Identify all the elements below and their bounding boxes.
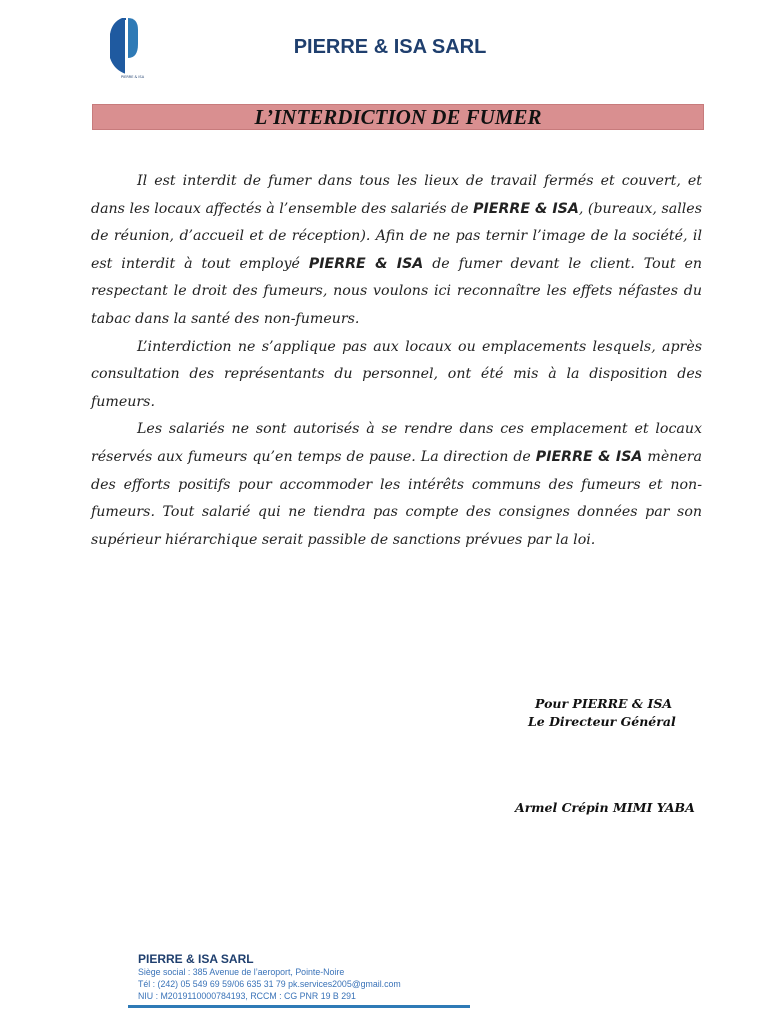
footer-divider [128,1005,470,1008]
footer-company: PIERRE & ISA SARL [138,952,254,966]
page-header-title: PIERRE & ISA SARL [293,36,487,58]
footer-address: Siège social : 385 Avenue de l’aeroport, Pointe-Noire [138,967,345,977]
signature-role: Le Directeur Général [528,714,676,729]
document-title-band [92,104,704,130]
signature-pour: Pour PIERRE & ISA [535,696,673,711]
paragraph-2: L’interdiction ne s’applique pas aux locaux ou emplacements lesquels, après consultation des représentants du personnel, ont été mis à la disposition des fumeurs. [91,338,702,410]
footer-registration: NIU : M2019110000784193, RCCM : CG PNR 19 B 291 [138,991,356,1001]
footer-contact: Tél : (242) 05 549 69 59/06 635 31 79 pk.services2005@gmail.com [138,979,401,989]
paragraph-1: Il est interdit de fumer dans tous les lieux de travail fermés et couvert, et dans les locaux affectés à l’ensemble des salariés de PIERRE & ISA, (bureaux, salles de réunion, d’accueil et de réception). Afin de ne pas ternir l’image de la société, il est interdit à tout employé PIERRE & ISA de fumer devant le client. Tout en respectant le droit des fumeurs, nous voulons ici reconnaître les effets néfastes du tabac dans la santé des non-fumeurs. [91,173,703,327]
page-footer [138,952,401,1002]
paragraph-3: Les salariés ne sont autorisés à se rendre dans ces emplacement et locaux réservés aux fumeurs qu’en temps de pause. La direction de PIERRE & ISA mènera des efforts positifs pour accommoder les intérêts communs des fumeurs et non-fumeurs. Tout salarié qui ne tiendra pas compte des consignes données par son supérieur hiérarchique serait passible de sanctions prévues par la loi. [91,421,703,548]
signatory-name: Armel Crépin MIMI YABA [515,800,695,815]
logo-text: PIERRE & ISA [121,75,145,79]
document-body [91,168,702,554]
document-title: L’INTERDICTION DE FUMER [254,105,542,129]
